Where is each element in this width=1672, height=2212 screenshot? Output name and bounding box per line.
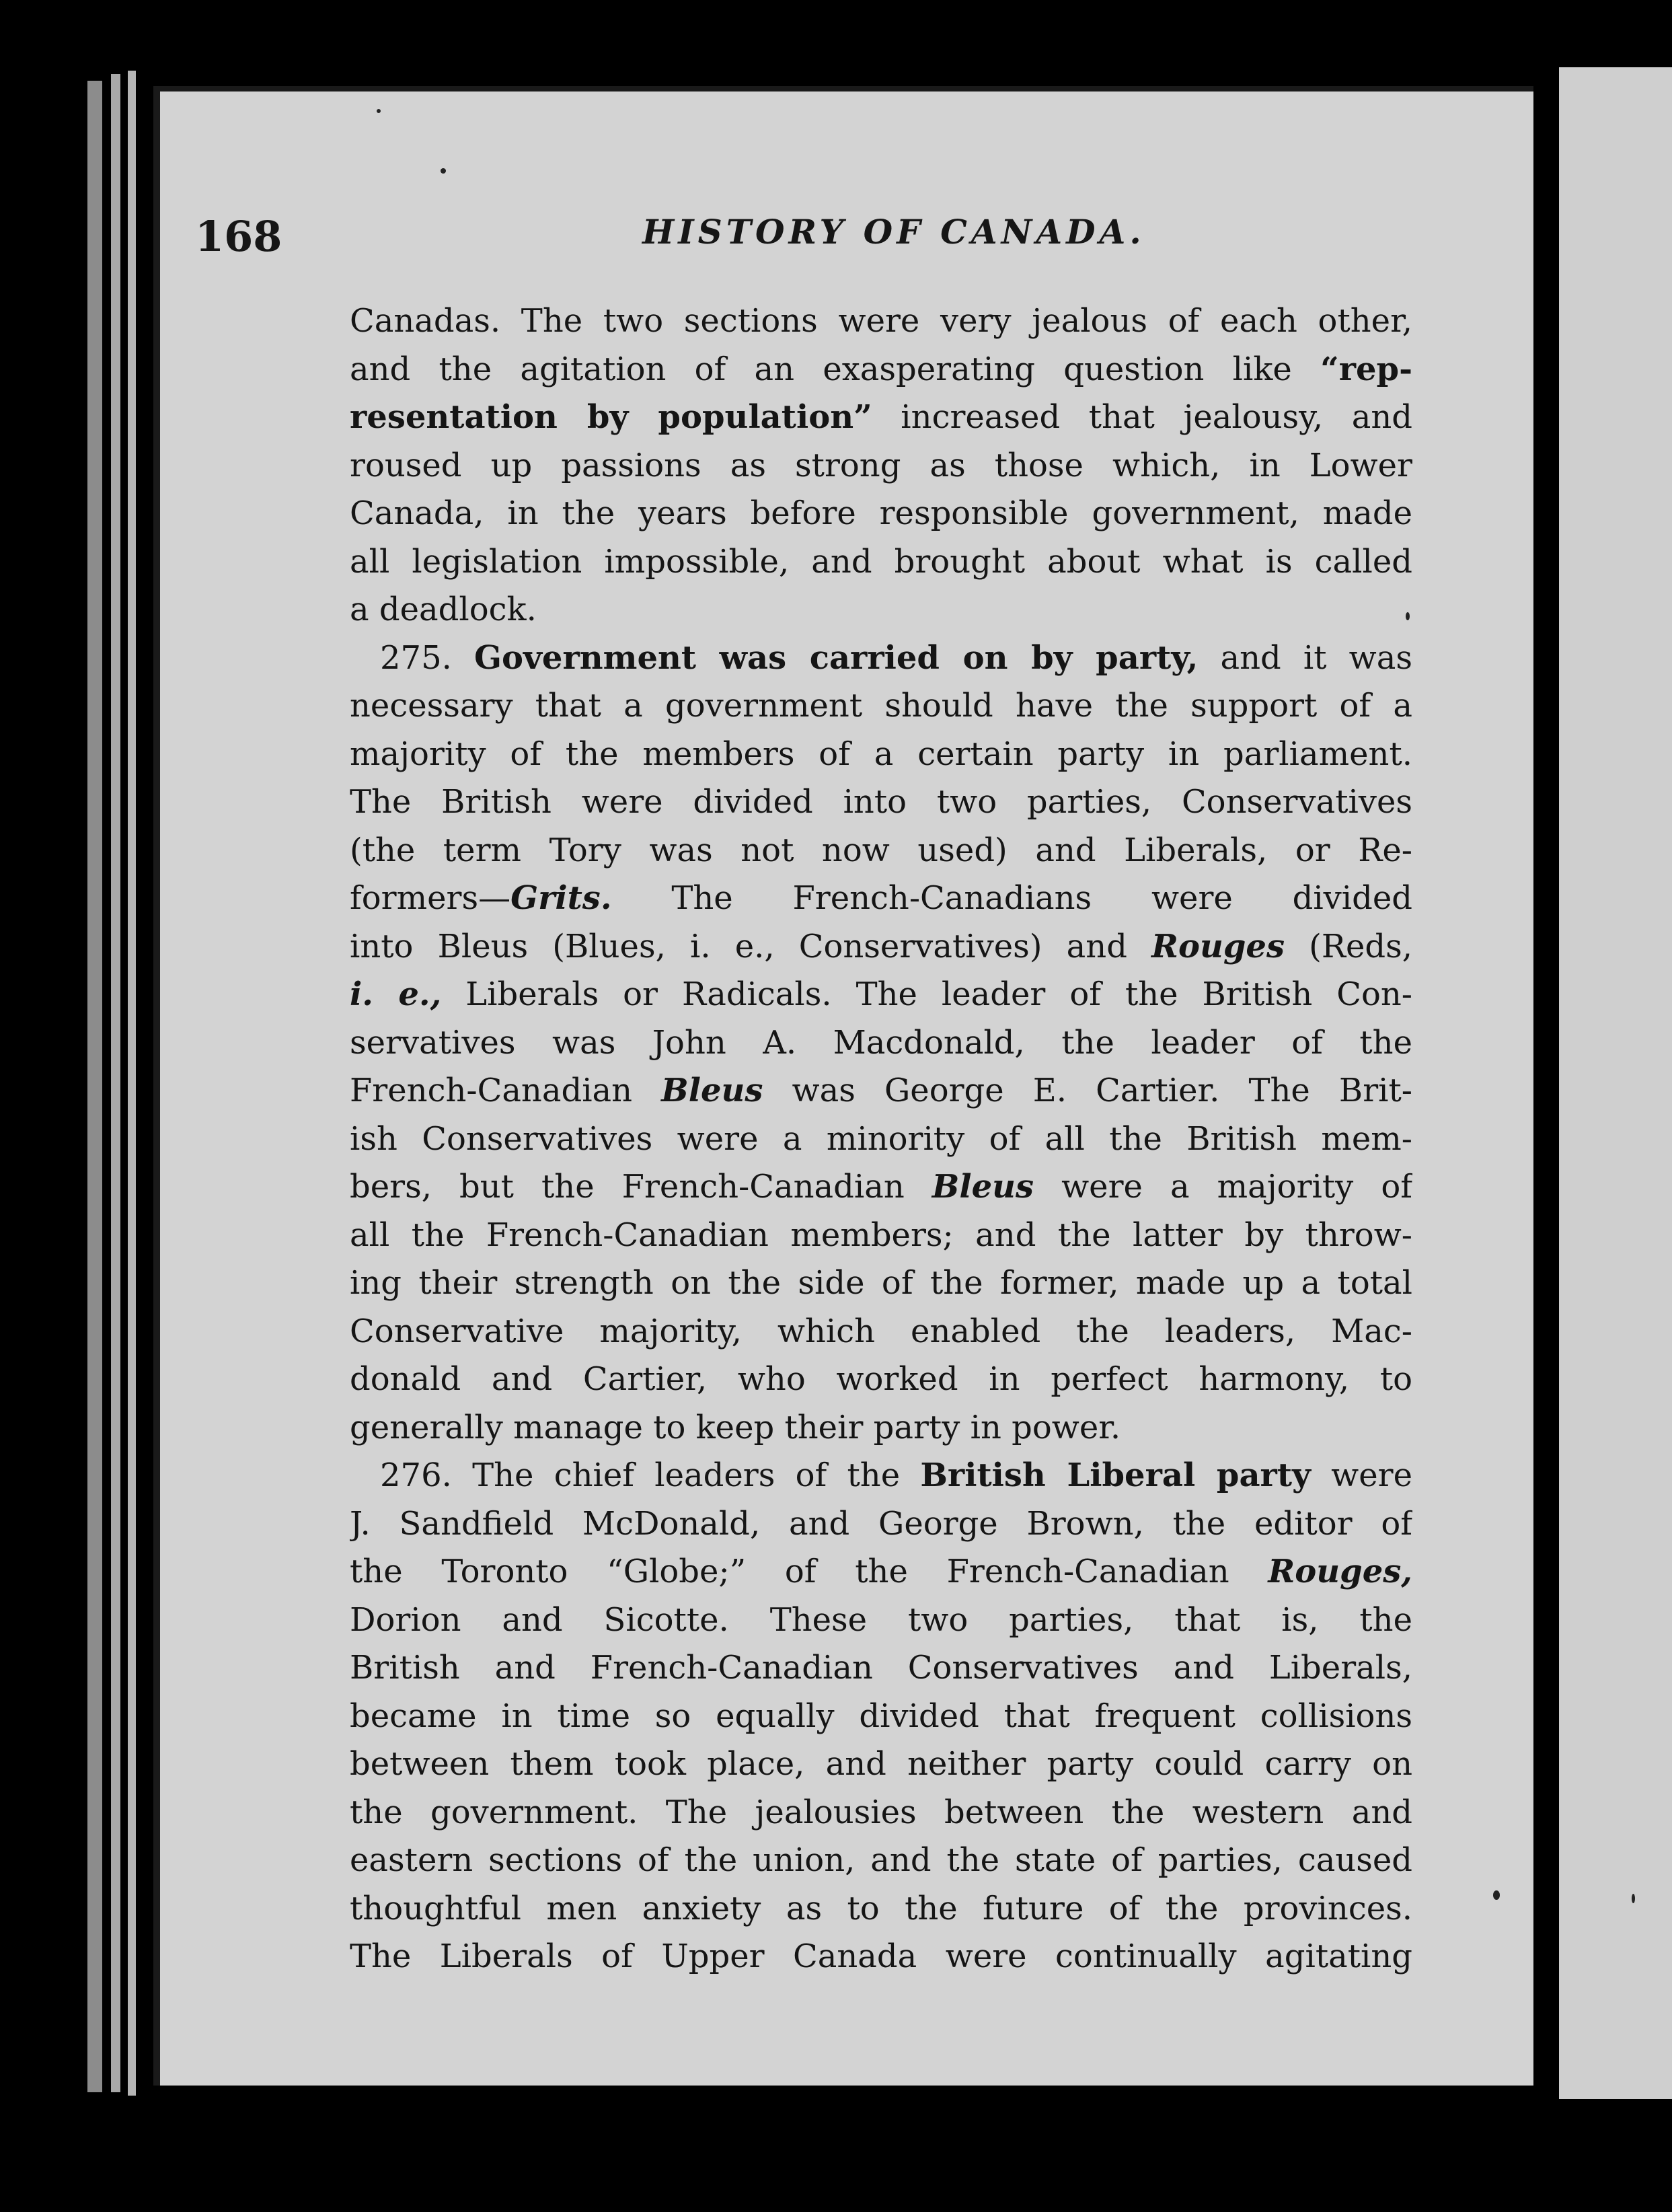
text-line: Conservative majority, which enabled the leaders, Mac- [350,1312,1412,1350]
speck [377,109,381,113]
text-line: between them took place, and neither party could carry on [350,1745,1412,1783]
page-header [195,212,1406,279]
text-line: roused up passions as strong as those which, in Lower [350,446,1412,484]
body-text [350,297,1412,1981]
text-line: majority of the members of a certain party in parliament. [350,735,1412,773]
text-line: a deadlock. [350,591,537,628]
running-title: HISTORY OF CANADA. [642,212,1145,252]
text-line: all the French-Canadian members; and the latter by throw- [350,1216,1412,1254]
speck [1632,1894,1635,1903]
text-line: became in time so equally divided that frequent collisions [350,1697,1412,1735]
text-line: Dorion and Sicotte. These two parties, that is, the [350,1600,1412,1639]
text-line: ish Conservatives were a minority of all the British mem- [350,1119,1412,1158]
text-line: into Bleus (Blues, i. e., Conservatives) and Rouges (Reds, [350,927,1412,965]
text-line: 275. Government was carried on by party, and it was [380,638,1412,677]
emphasis-text: British Liberal party [920,1457,1311,1494]
emphasis-text: resentation by population” [350,398,872,436]
text-line: ing their strength on the side of the former, made up a total [350,1264,1412,1302]
text-line: formers—Grits. The French-Canadians were divided [350,879,1412,917]
text-line: the government. The jealousies between the western and [350,1793,1412,1831]
speck [441,168,446,174]
text-line: Canadas. The two sections were very jealous of each other, [350,302,1412,340]
speck [1493,1890,1500,1900]
emphasis-text: Bleus [661,1072,763,1109]
text-line: eastern sections of the union, and the state of parties, caused [350,1841,1412,1879]
emphasis-text: “rep- [1320,350,1412,388]
text-line: resentation by population” increased that jealousy, and [350,398,1412,436]
emphasis-text: Grits. [510,879,612,917]
text-line: servatives was John A. Macdonald, the leader of the [350,1023,1412,1062]
text-line: necessary that a government should have the support of a [350,687,1412,725]
emphasis-text: Rouges [1151,927,1285,965]
adjacent-page [1559,67,1672,2099]
text-line: Canada, in the years before responsible government, made [350,494,1412,532]
text-line: the Toronto “Globe;” of the French-Canadian Rouges, [350,1553,1412,1590]
text-line: 276. The chief leaders of the British Liberal party were [380,1457,1412,1494]
text-line: i. e., Liberals or Radicals. The leader of the British Con- [350,975,1412,1013]
emphasis-text: Rouges, [1268,1553,1412,1590]
text-line: J. Sandfield McDonald, and George Brown, the editor of [350,1504,1412,1543]
text-line: French-Canadian Bleus was George E. Cartier. The Brit- [350,1072,1412,1109]
emphasis-text: Bleus [932,1168,1034,1206]
text-line: all legislation impossible, and brought about what is called [350,542,1412,581]
text-line: and the agitation of an exasperating question like “rep- [350,350,1412,388]
page-number: 168 [195,212,282,261]
page-edge [128,71,136,2096]
page-edge [87,81,102,2092]
emphasis-text: Government was carried on by party, [474,638,1199,677]
emphasis-text: i. e., [350,975,442,1013]
text-line: The British were divided into two parties, Conservatives [350,783,1412,821]
text-line: donald and Cartier, who worked in perfect harmony, to [350,1360,1412,1398]
text-line: generally manage to keep their party in power. [350,1408,1121,1446]
text-line: thoughtful men anxiety as to the future of the provinces. [350,1889,1412,1927]
text-line: The Liberals of Upper Canada were continually agitating [350,1938,1412,1975]
text-line: (the term Tory was not now used) and Liberals, or Re- [350,831,1412,869]
text-line: British and French-Canadian Conservatives and Liberals, [350,1649,1412,1687]
page-edge [111,74,120,2092]
text-line: bers, but the French-Canadian Bleus were a majority of [350,1168,1412,1206]
